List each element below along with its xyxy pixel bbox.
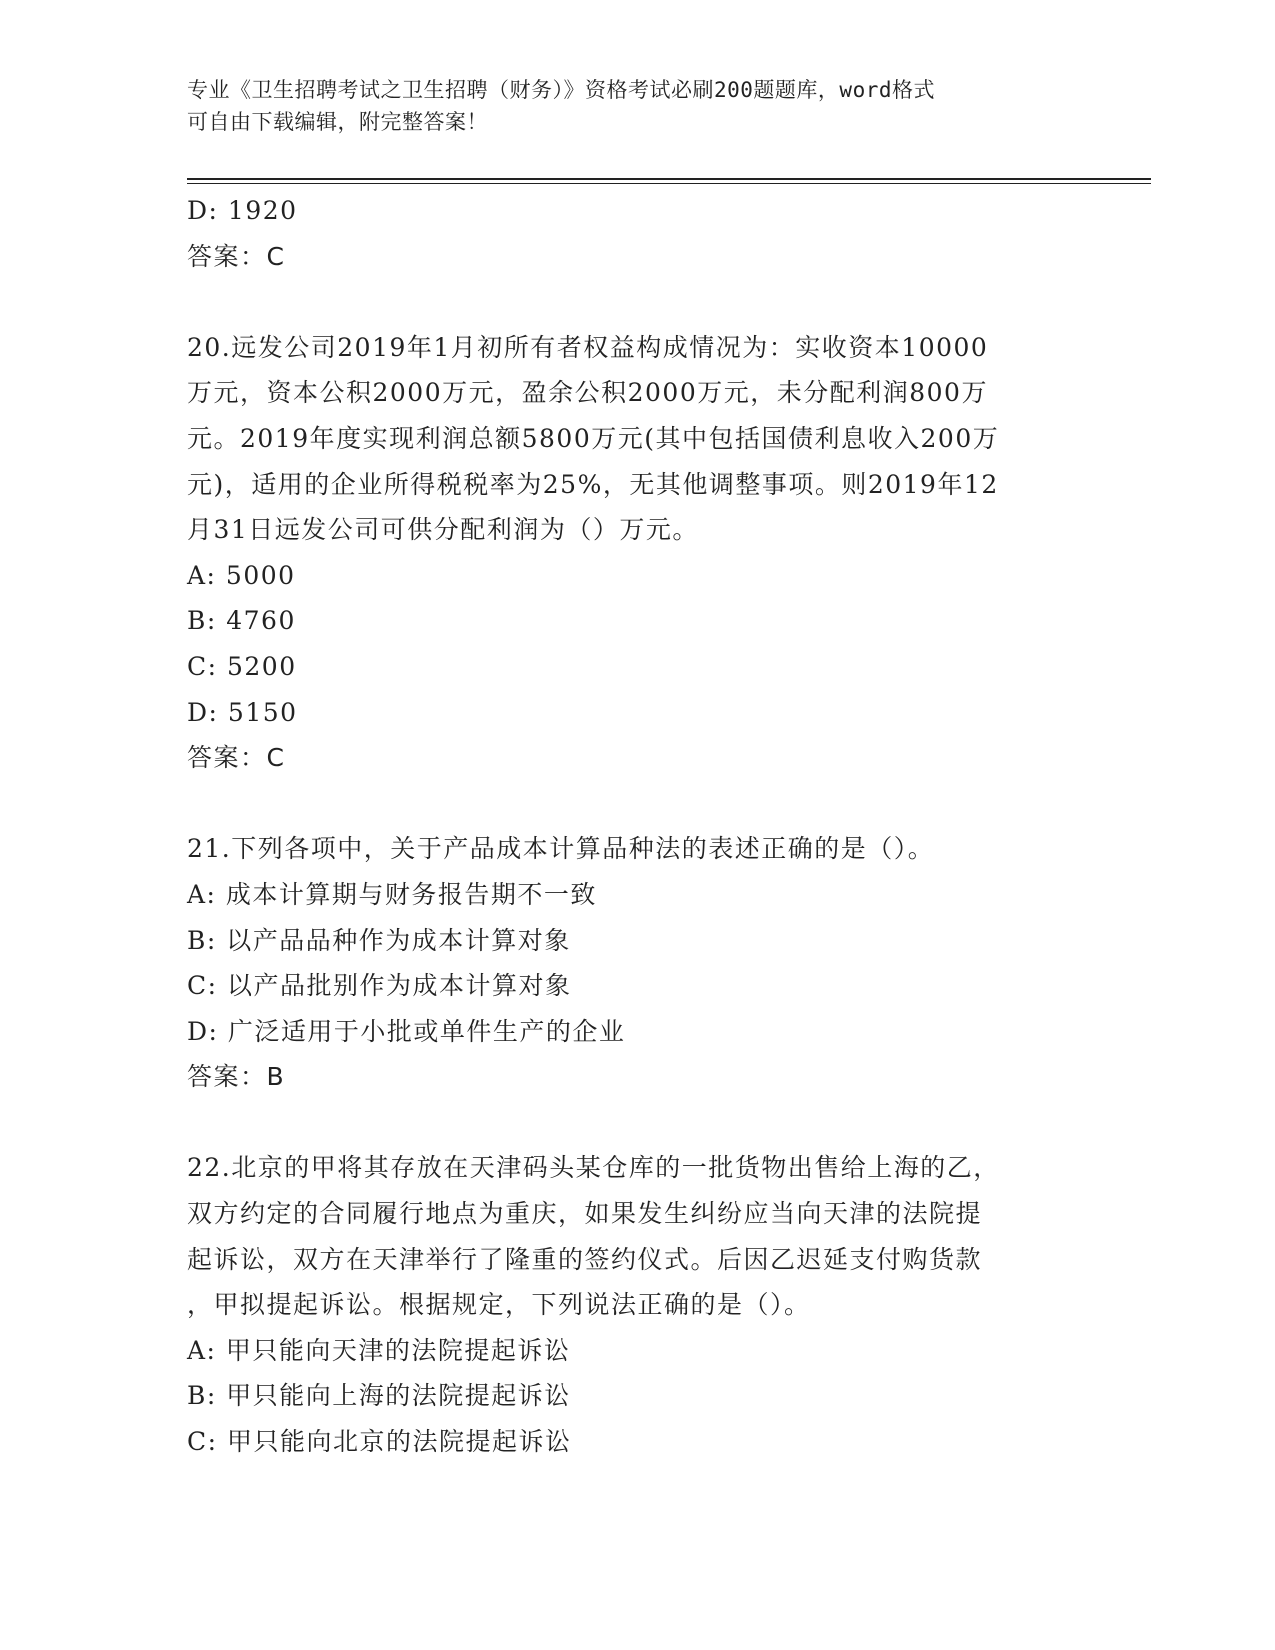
- option-d: D: 5150: [187, 697, 298, 727]
- question-text-line: 万元，资本公积2000万元，盈余公积2000万元，未分配利润800万: [187, 378, 988, 408]
- question-text-line: 20.远发公司2019年1月初所有者权益构成情况为：实收资本10000: [187, 332, 989, 362]
- question-text-line: 22.北京的甲将其存放在天津码头某仓库的一批货物出售给上海的乙，: [187, 1153, 1000, 1183]
- header-line-1: 专业《卫生招聘考试之卫生招聘（财务）》资格考试必刷200题题库，word格式: [187, 78, 935, 102]
- question-22: [187, 1145, 1067, 1464]
- question-text-line: 月31日远发公司可供分配利润为（）万元。: [187, 515, 699, 545]
- option-c: C: 以产品批别作为成本计算对象: [187, 971, 572, 1001]
- question-text-line: 双方约定的合同履行地点为重庆，如果发生纠纷应当向天津的法院提: [187, 1199, 983, 1229]
- document-body: [187, 188, 1067, 1465]
- option-d: D: 广泛适用于小批或单件生产的企业: [187, 1016, 626, 1046]
- question-20: [187, 325, 1067, 781]
- option-b: B: 以产品品种作为成本计算对象: [187, 925, 571, 955]
- option-b: B: 甲只能向上海的法院提起诉讼: [187, 1381, 571, 1411]
- question-21: [187, 826, 1067, 1100]
- question-text-line: 21.下列各项中，关于产品成本计算品种法的表述正确的是（）。: [187, 834, 935, 864]
- answer: 答案：C: [187, 743, 286, 773]
- option-a: A: 甲只能向天津的法院提起诉讼: [187, 1335, 571, 1365]
- answer: 答案：B: [187, 1062, 286, 1092]
- option-d: D: 1920: [187, 196, 298, 225]
- answer: 答案：C: [187, 241, 286, 271]
- header-divider-thin: [187, 183, 1151, 184]
- question-text-line: 元。2019年度实现利润总额5800万元(其中包括国债利息收入200万: [187, 423, 1000, 453]
- option-a: A: 成本计算期与财务报告期不一致: [187, 879, 597, 909]
- spacer: [187, 1100, 1067, 1146]
- option-c: C: 甲只能向北京的法院提起诉讼: [187, 1427, 572, 1457]
- question-text-line: 起诉讼，双方在天津举行了隆重的签约仪式。后因乙迟延支付购货款: [187, 1244, 983, 1274]
- question-text-line: 元)，适用的企业所得税税率为25%，无其他调整事项。则2019年12: [187, 469, 999, 499]
- header-line-2: 可自由下载编辑，附完整答案！: [187, 110, 488, 134]
- option-c: C: 5200: [187, 651, 297, 681]
- question-text-line: ，甲拟提起诉讼。根据规定，下列说法正确的是（）。: [187, 1290, 811, 1320]
- spacer: [187, 279, 1067, 325]
- header-divider-thick: [187, 178, 1151, 180]
- option-b: B: 4760: [187, 606, 296, 636]
- page-header: [187, 74, 1067, 138]
- option-a: A: 5000: [187, 560, 296, 590]
- spacer: [187, 781, 1067, 827]
